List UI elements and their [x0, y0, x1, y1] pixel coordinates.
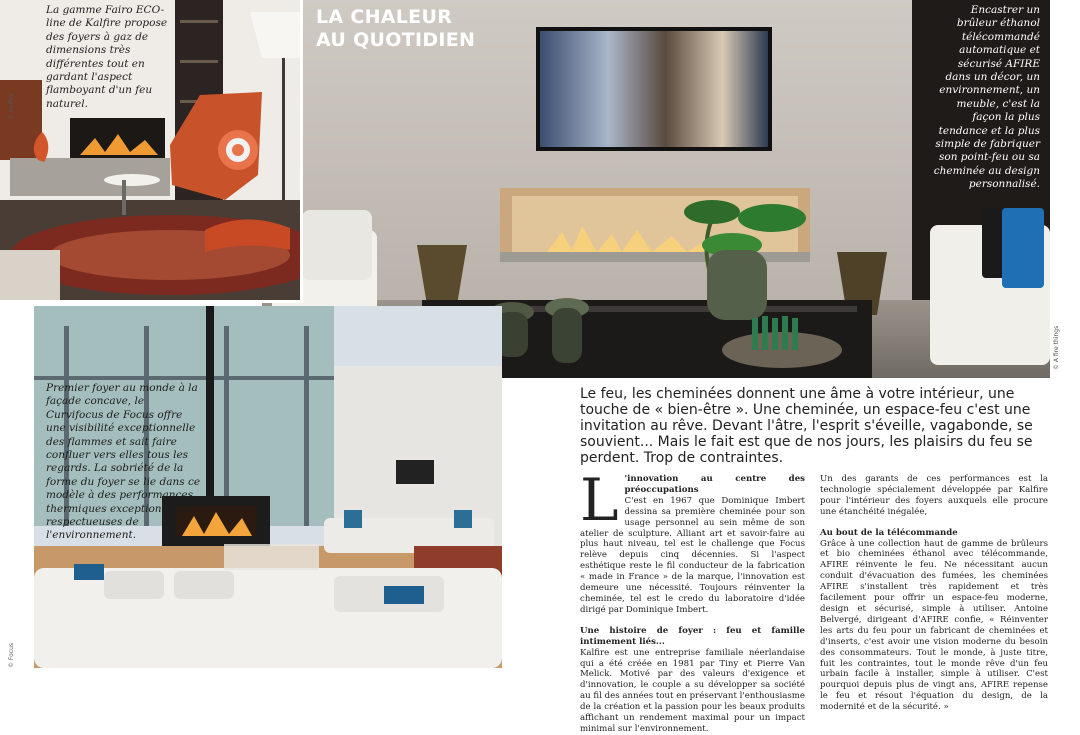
section-heading-telecommande: Au bout de la télécommande — [820, 527, 958, 538]
fairo-caption: La gamme Fairo ECO-line de Kalfire propose des foyers à gaz de dimensions très différentes tout en gardant l'aspect flamboyant d'un feu naturel. — [46, 4, 168, 110]
page-title-line2: AU QUOTIDIEN — [316, 29, 476, 51]
section-body-histoire: Kalfire est une entreprise familiale néerlandaise qui a été créée en 1981 par Tiny et Pierre Van Melick. Motivé par des valeurs d'exigence et d'innovation, le couple a su développer sa société au fil des années tout en préservant l'enthousiasme de la création et la passion pour les beaux produits affichant un rendement maximal pour un impact minimal sur l'environnement. — [580, 647, 805, 734]
afire-credit: © A fire things — [1053, 325, 1060, 370]
article-column-2 — [820, 474, 1048, 713]
focus-credit: © Focus — [8, 642, 15, 668]
afire-caption: Encastrer un brûleur éthanol télécommandé automatique et sécurisé AFIRE dans un décor, un environnement, un meuble, c'est la façon la plus tendance et la plus simple de fabriquer son point-feu ou sa cheminée au design personnalisé. — [933, 4, 1040, 191]
curvifocus-caption: Premier foyer au monde à la façade concave, le Curvifocus de Focus offre une visibilité exceptionnelle des flammes et sait faire confluer vers elles tous les regards. La sobriété de la forme du foyer se lie dans ce modèle à des performances thermiques exceptionnelles, respectueuses de l'environnement. — [46, 382, 201, 542]
section-heading-innovation: 'innovation au centre des préoccupations — [624, 474, 805, 495]
article-column-1 — [580, 466, 805, 735]
intro-paragraph: Le feu, les cheminées donnent une âme à votre intérieur, une touche de « bien-être ». Une cheminée, un espace-feu c'est une invitation au rêve. Devant l'âtre, l'esprit s'éveille, vagabonde, se souvient... Mais le fait est que de nos jours, les plaisirs du feu se perdent. Trop de contraintes. — [580, 386, 1033, 466]
page-title-line1: LA CHALEUR — [316, 6, 453, 28]
section-body-telecommande: Grâce à une collection haut de gamme de brûleurs et bio cheminées éthanol avec télécommande, AFIRE réinvente le feu. Ne nécessitant aucun conduit d'évacuation des fumées, les cheminées AFIRE s'installent très rapidement et très facilement pour offrir un espace-feu moderne, design et sécurisé, simple à utiliser. Antoine Belvergé, dirigeant d'AFIRE confie, « Réinventer les arts du feu pour un fabricant de cheminées et d'inserts, c'est avoir une vision moderne du besoin des consommateurs. Tout le monde, à juste titre, fuit les contraintes, tout le monde rêve d'un feu urbain facile à installer, simple à utiliser. C'est pourquoi depuis plus de vingt ans, AFIRE repense le feu et résout l'équation du design, de la modernité et de la sécurité. » — [820, 538, 1048, 713]
column2-intro-text: Un des garants de ces performances est la technologie spécialement développée par Kalfire pour l'intérieur des foyers auxquels elle procure une étanchéité inégalée, — [820, 474, 1048, 517]
section-heading-histoire: Une histoire de foyer : feu et famille intimement liés... — [580, 625, 805, 647]
page-title — [316, 6, 516, 52]
section-body-innovation: C'est en 1967 que Dominique Imbert dessina sa première cheminée pour son usage personnel au sein même de son atelier de sculpture. Alliant art et savoir-faire au plus haut niveau, tel est le challenge que Focus relève depuis cinq décennies. Si l'aspect esthétique reste le fil conducteur de la fabrication « made in France » de la marque, l'innovation est demeure une nécessité. Toujours réinventer la cheminée, tel est le credo du laboratoire d'idée dirigé par Dominique Imbert. — [580, 495, 805, 615]
drop-cap: L — [580, 466, 619, 534]
kalfire-credit: © Kalfire — [8, 93, 15, 120]
